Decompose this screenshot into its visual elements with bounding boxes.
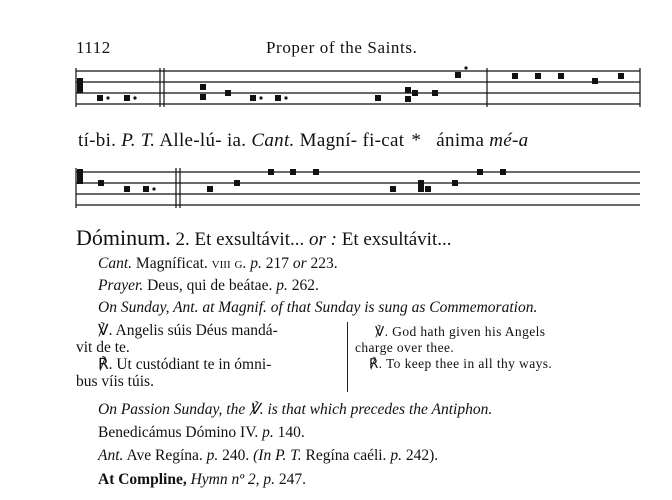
text: Hymn nº 2, bbox=[190, 471, 260, 488]
response-line: ℟. To keep thee in all thy ways. bbox=[369, 356, 553, 371]
lyric-rubric: P. T. bbox=[121, 130, 156, 151]
text: Et exsultávit... bbox=[341, 229, 452, 250]
text: 217 bbox=[265, 255, 289, 272]
versicle-line: ℣. God hath given his Angels bbox=[375, 324, 546, 339]
lyric-syllable: tí-bi. bbox=[78, 130, 117, 151]
benedicamus-line bbox=[98, 424, 305, 442]
chant-staff-1 bbox=[0, 62, 672, 112]
text: Ave Regína. bbox=[126, 447, 203, 464]
lyric-rubric: Cant. bbox=[251, 130, 295, 151]
versicle-english bbox=[355, 324, 552, 372]
compline-line bbox=[98, 471, 306, 489]
text: (In P. T. bbox=[253, 447, 302, 464]
dominum-line bbox=[76, 225, 452, 251]
lyric-syllable: Alle-lú- ia. bbox=[159, 130, 247, 151]
label: Prayer. bbox=[98, 277, 144, 294]
text: 240. bbox=[222, 447, 250, 464]
response-line: ℟. Ut custódiant te in ómni- bbox=[98, 356, 272, 373]
text: Benedicámus Dómino IV. bbox=[98, 424, 259, 441]
text: 262. bbox=[291, 277, 319, 294]
cant-line bbox=[98, 255, 338, 273]
response-line: bus víis túis. bbox=[76, 373, 154, 390]
label: Ant. bbox=[98, 447, 124, 464]
text: p. bbox=[276, 277, 288, 294]
text: p. bbox=[206, 447, 219, 464]
text: p. bbox=[262, 424, 274, 441]
lyric-syllable: mé-a bbox=[489, 130, 529, 151]
chant-lyrics bbox=[78, 130, 528, 152]
text: viii g. bbox=[211, 255, 247, 272]
text: or : bbox=[309, 229, 337, 250]
page-number: 1112 bbox=[76, 38, 111, 57]
text: Deus, qui de beátae. bbox=[147, 277, 273, 294]
prayer-line bbox=[98, 277, 319, 295]
label: At Compline, bbox=[98, 471, 187, 488]
text: p. bbox=[263, 471, 276, 488]
versicle-line: charge over thee. bbox=[355, 340, 455, 355]
text: p. bbox=[250, 255, 262, 272]
versicle-line: vit de te. bbox=[76, 339, 130, 356]
lyric-syllable: Magní- fi-cat bbox=[299, 130, 405, 151]
versicle-line: ℣. Angelis súis Déus mandá- bbox=[98, 322, 278, 339]
text: 247. bbox=[278, 471, 307, 488]
rubric-passion: On Passion Sunday, the ℣. is that which precedes the Antiphon. bbox=[98, 401, 493, 418]
text: 2. Et exsultávit... bbox=[175, 229, 305, 250]
running-title: Proper of the Saints. bbox=[266, 38, 418, 57]
versicle-latin bbox=[76, 322, 278, 390]
asterisk: * bbox=[411, 130, 422, 151]
text: p. bbox=[390, 447, 402, 464]
text: 242). bbox=[405, 447, 439, 464]
lyric-syllable: ánima bbox=[436, 130, 485, 151]
antiphon-line bbox=[98, 447, 438, 465]
text: Dóminum. bbox=[76, 225, 171, 250]
text: Regína caéli. bbox=[305, 447, 387, 464]
label: Cant. bbox=[98, 255, 133, 272]
column-divider bbox=[347, 322, 348, 392]
text: 140. bbox=[277, 424, 305, 441]
text: Magníficat. bbox=[135, 255, 208, 272]
text: 223. bbox=[310, 255, 338, 272]
chant-staff-2 bbox=[0, 164, 672, 214]
rubric-sunday: On Sunday, Ant. at Magnif. of that Sunday is sung as Commemoration. bbox=[98, 299, 538, 316]
text: or bbox=[292, 255, 307, 272]
